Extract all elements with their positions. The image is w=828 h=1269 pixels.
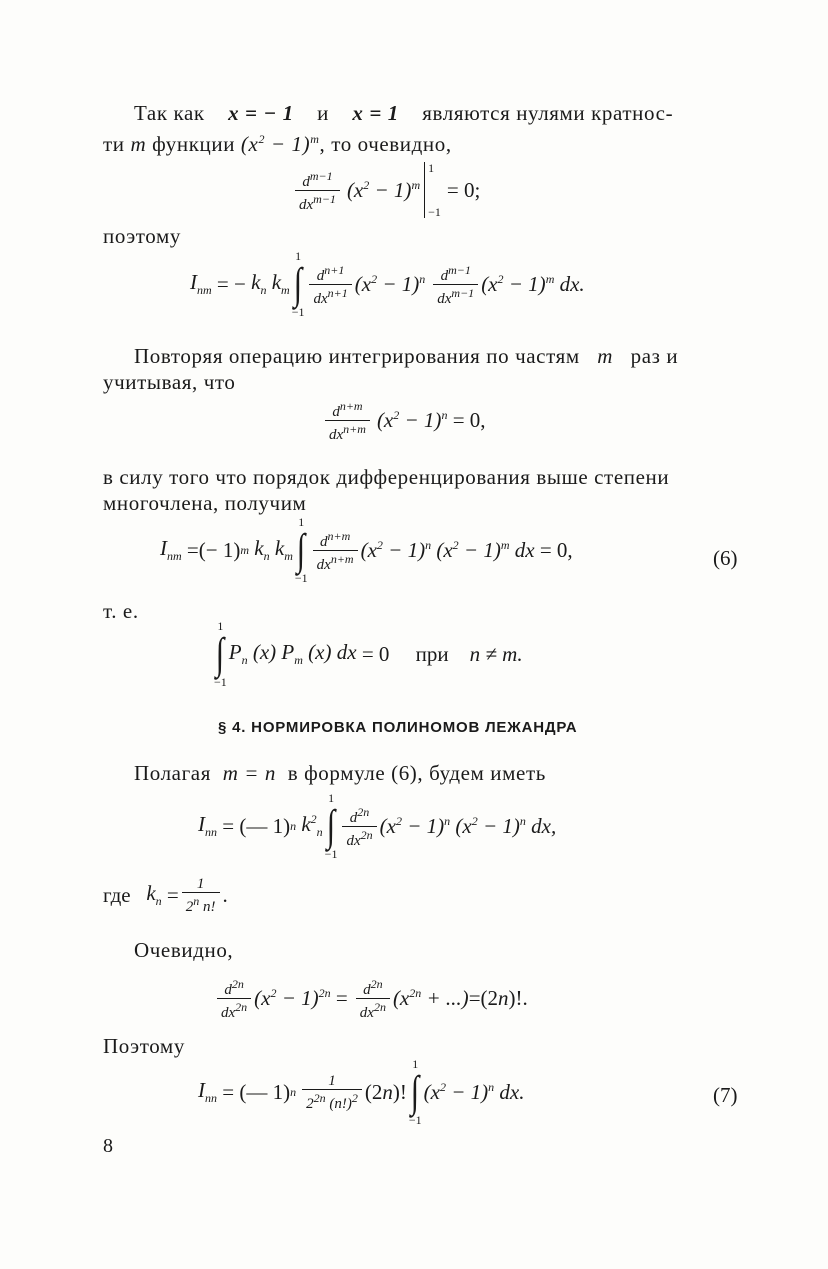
equation-number: (7): [713, 1083, 738, 1107]
integral-sign: 1 ∫ −1: [324, 791, 338, 861]
paragraph-line: [103, 126, 452, 157]
text-span: являются нулями кратнос-: [422, 101, 674, 125]
text-span: при: [415, 641, 449, 666]
text-span: функции: [152, 132, 236, 156]
paragraph-line: учитывая, что: [103, 370, 236, 394]
equation-boundary: $\frac{d^{m-1}}{dx^{m-1}}$ $(x^2 - 1)^m$ 1 −1 = 0;: [292, 162, 480, 218]
math-x-neg1: x = − 1: [228, 101, 294, 125]
math-m-eq-n: m = n: [222, 761, 277, 785]
math-m: m: [597, 344, 614, 368]
page-number: 8: [103, 1135, 113, 1157]
evaluation-bar: 1 −1: [424, 162, 441, 218]
text-span: Повторяя операцию интегрирования по частям: [134, 344, 580, 368]
text-span: раз и: [630, 344, 679, 368]
text-span: ти: [103, 132, 125, 156]
equation-7: $I_{nn}$ = (— 1) n $\frac{1}{2^{2n} (n!)^2}$ (2 n )! 1 ∫ −1 $(x^2 - 1)^n$ dx.: [198, 1057, 525, 1127]
paragraph-line: поэтому: [103, 224, 181, 248]
text-span: и: [317, 101, 329, 125]
paragraph-line: Поэтому: [103, 1034, 185, 1058]
paragraph-line: многочлена, получим: [103, 491, 307, 515]
paragraph-line: [134, 100, 673, 126]
equation-zero-derivative: $\frac{d^{n+m}}{dx^{n+m}}$ $(x^2 - 1)^n$ = 0,: [322, 398, 486, 443]
math-expr: $(x^2 - 1)^m$: [240, 132, 320, 156]
integral-sign: 1 ∫ −1: [214, 619, 227, 689]
fraction: $\frac{d^{m-1}}{dx^{m-1}}$: [295, 168, 340, 213]
equation-inm: $I_{nm}$ = − $k_n$ $k_m$ 1 ∫ −1 $\frac{d^{n+1}}{dx^{n+1}}$ $(x^2 - 1)^n$ $\frac{d^{m-1}}{dx^{m-1}}$ $(x^2 - 1)^m$ dx.: [190, 249, 585, 319]
paragraph-line: т. е.: [103, 599, 139, 623]
integral-sign: 1 ∫ −1: [294, 515, 308, 585]
equation-6: $I_{nm}$ =(− 1) m $k_n$ $k_m$ 1 ∫ −1 $\frac{d^{n+m}}{dx^{n+m}}$ $(x^2 - 1)^n$ $(x^2 - 1)^m$ dx = 0,: [160, 515, 573, 585]
equation-orthogonality: 1 ∫ −1 $P_n$ (x) $P_m$ (x) dx = 0 при n ≠ m.: [214, 619, 523, 689]
math-x-1: x = 1: [352, 101, 399, 125]
integral-sign: 1 ∫ −1: [408, 1057, 422, 1127]
text-span: , то очевидно,: [319, 132, 452, 156]
text-span: Полагая: [134, 761, 211, 785]
text-span: где: [103, 883, 131, 907]
equation-derivative-identity: $\frac{d^{2n}}{dx^{2n}}$ $(x^2 - 1)^{2n}$ = $\frac{d^{2n}}{dx^{2n}}$ ($x^{2n}$ + ...) =(2 n )!.: [214, 976, 528, 1021]
section-heading: § 4. НОРМИРОВКА ПОЛИНОМОВ ЛЕЖАНДРА: [218, 719, 578, 736]
paragraph-line: [134, 760, 546, 786]
equation-inn: $I_{nn}$ = (— 1) n $k^2_n$ 1 ∫ −1 $\frac{d^{2n}}{dx^{2n}}$ $(x^2 - 1)^n$ $(x^2 - 1)^n$ dx,: [198, 791, 557, 861]
text-span: в формуле (6), будем иметь: [287, 761, 546, 785]
text-span: Так как: [134, 101, 205, 125]
paragraph-line: Очевидно,: [134, 938, 234, 962]
equation-kn: где $k_n$ = $\frac{1}{2^n n!}$ .: [103, 876, 228, 915]
math-m: m: [130, 132, 147, 156]
paragraph-line: в силу того что порядок дифференцирования выше степени: [103, 465, 670, 489]
equation-number: (6): [713, 546, 738, 570]
paragraph-line: [134, 343, 678, 369]
integral-sign: 1 ∫ −1: [291, 249, 305, 319]
math-neq: n ≠ m.: [469, 641, 523, 666]
